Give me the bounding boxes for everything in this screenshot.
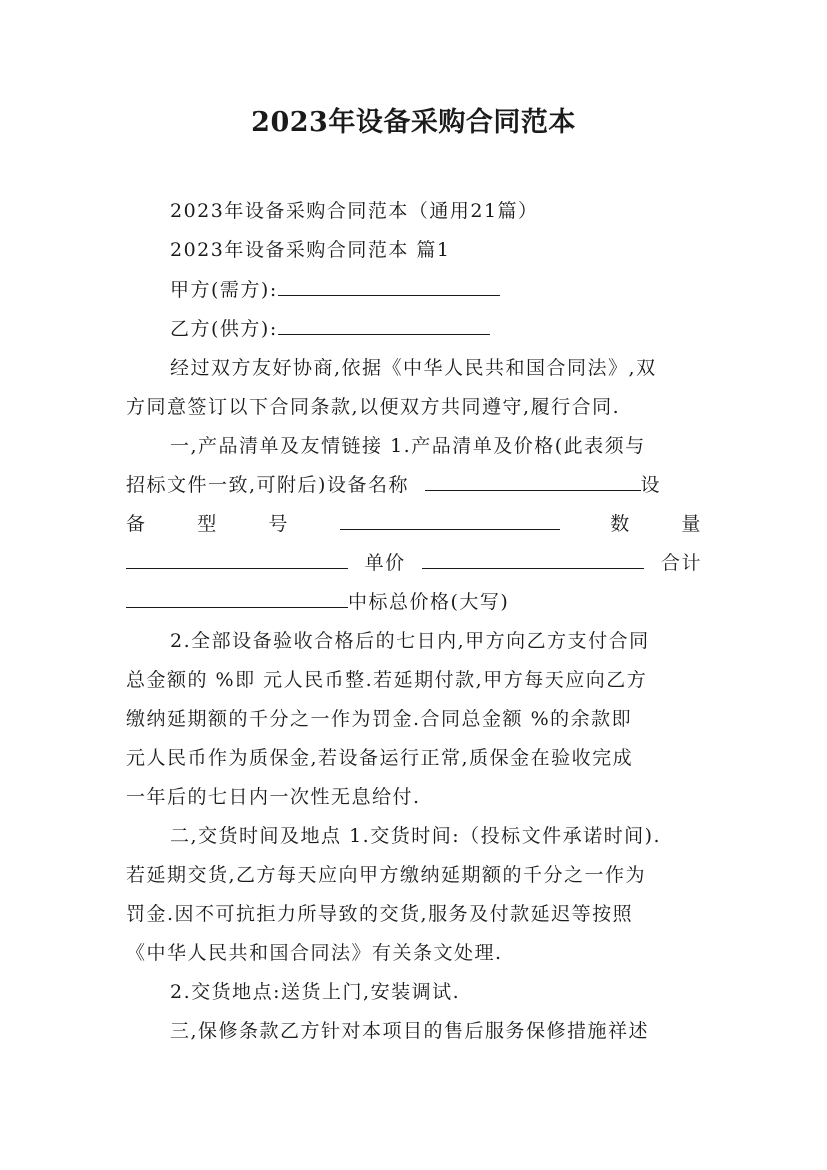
intro-line-1: 经过双方友好协商,依据《中华人民共和国合同法》,双 bbox=[170, 357, 657, 379]
delivery-location: 2.交货地点:送货上门,安装调试. bbox=[170, 981, 461, 1003]
chapter-heading: 2023年设备采购合同范本 篇1 bbox=[170, 239, 451, 261]
party-a-line bbox=[170, 271, 702, 309]
payment-line-1: 2.全部设备验收合格后的七日内,甲方向乙方支付合同 bbox=[170, 630, 650, 652]
payment-line-5: 一年后的七日内一次性无息给付. bbox=[126, 786, 421, 808]
model-blank bbox=[340, 507, 560, 530]
section3-line-1: 三,保修条款乙方针对本项目的售后服务保修措施祥述 bbox=[170, 1020, 650, 1042]
equipment-name-blank bbox=[425, 468, 641, 491]
party-b-blank bbox=[278, 312, 490, 335]
equipment-name-label: 招标文件一致,可附后)设备名称 bbox=[126, 474, 409, 496]
quantity-char-1: 数 bbox=[610, 513, 631, 535]
party-b-label: 乙方(供方): bbox=[170, 318, 278, 340]
section1-line-4 bbox=[126, 544, 702, 582]
party-b-line bbox=[170, 310, 702, 348]
payment-line-4: 元人民币作为质保金,若设备运行正常,质保金在验收完成 bbox=[126, 747, 634, 769]
quantity-blank bbox=[126, 546, 348, 569]
model-char-2: 型 bbox=[197, 513, 218, 535]
quantity-char-2: 量 bbox=[681, 513, 702, 535]
unit-price-label: 单价 bbox=[364, 552, 406, 574]
subtitle: 2023年设备采购合同范本（通用21篇） bbox=[170, 200, 539, 222]
section1-line-3 bbox=[126, 505, 702, 543]
section2-line-2: 若延期交货,乙方每天应向甲方缴纳延期额的千分之一作为 bbox=[126, 864, 647, 886]
total-blank bbox=[126, 585, 348, 608]
section1-line-1: 一,产品清单及友情链接 1.产品清单及价格(此表须与 bbox=[170, 435, 646, 457]
party-a-blank bbox=[278, 273, 500, 296]
model-char-1: 备 bbox=[126, 513, 147, 535]
total-label: 合计 bbox=[660, 552, 702, 574]
intro-line-2: 方同意签订以下合同条款,以便双方共同遵守,履行合同. bbox=[126, 396, 621, 418]
section1-line-2 bbox=[126, 466, 702, 504]
section2-line-3: 罚金.因不可抗拒力所导致的交货,服务及付款延迟等按照 bbox=[126, 903, 634, 925]
section2-line-1: 二,交货时间及地点 1.交货时间:（投标文件承诺时间). bbox=[170, 825, 662, 847]
line2-end-char: 设 bbox=[640, 474, 662, 496]
section2-line-4: 《中华人民共和国合同法》有关条文处理. bbox=[126, 942, 503, 964]
model-char-3: 号 bbox=[268, 513, 289, 535]
section1-line-5 bbox=[126, 583, 702, 621]
payment-line-2: 总金额的 %即 元人民币整.若延期付款,甲方每天应向乙方 bbox=[126, 669, 648, 691]
payment-line-3: 缴纳延期额的千分之一作为罚金.合同总金额 %的余款即 bbox=[126, 708, 633, 730]
document-title: 2023年设备采购合同范本 bbox=[251, 107, 576, 138]
unit-price-blank bbox=[422, 546, 644, 569]
winning-price-label: 中标总价格(大写) bbox=[348, 591, 510, 613]
party-a-label: 甲方(需方): bbox=[170, 279, 278, 301]
